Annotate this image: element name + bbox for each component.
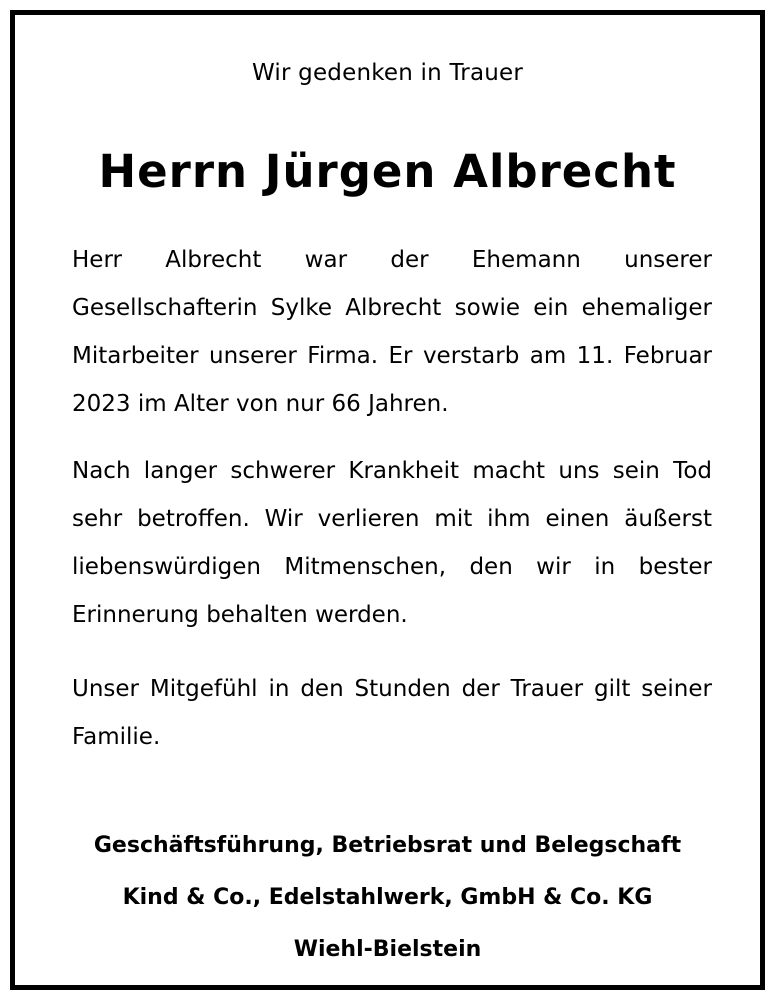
- signature-company: Kind & Co., Edelstahlwerk, GmbH & Co. KG: [122, 885, 653, 910]
- obituary-notice: [10, 10, 765, 990]
- paragraph-condolence: Nach langer schwerer Krankheit macht uns sein Tod sehr betroffen. Wir verlieren mit ihm einen äußerst liebenswürdigen Mitmenschen, den wir in bester Erinnerung behalten werden.: [72, 458, 712, 628]
- signature-location: Wiehl-Bielstein: [293, 937, 482, 962]
- signature-block: [15, 820, 760, 976]
- deceased-name: Herrn Jürgen Albrecht: [98, 145, 677, 198]
- paragraph-tribute: Herr Albrecht war der Ehemann unserer Gesellschafterin Sylke Albrecht sowie ein ehemaliger Mitarbeiter unserer Firma. Er verstarb am 11. Februar 2023 im Alter von nur 66 Jahren.: [72, 247, 712, 417]
- paragraph-sympathy: Unser Mitgefühl in den Stunden der Trauer gilt seiner Familie.: [72, 676, 712, 750]
- signature-department: Geschäftsführung, Betriebsrat und Belegschaft: [93, 833, 682, 858]
- intro-line: Wir gedenken in Trauer: [251, 60, 524, 86]
